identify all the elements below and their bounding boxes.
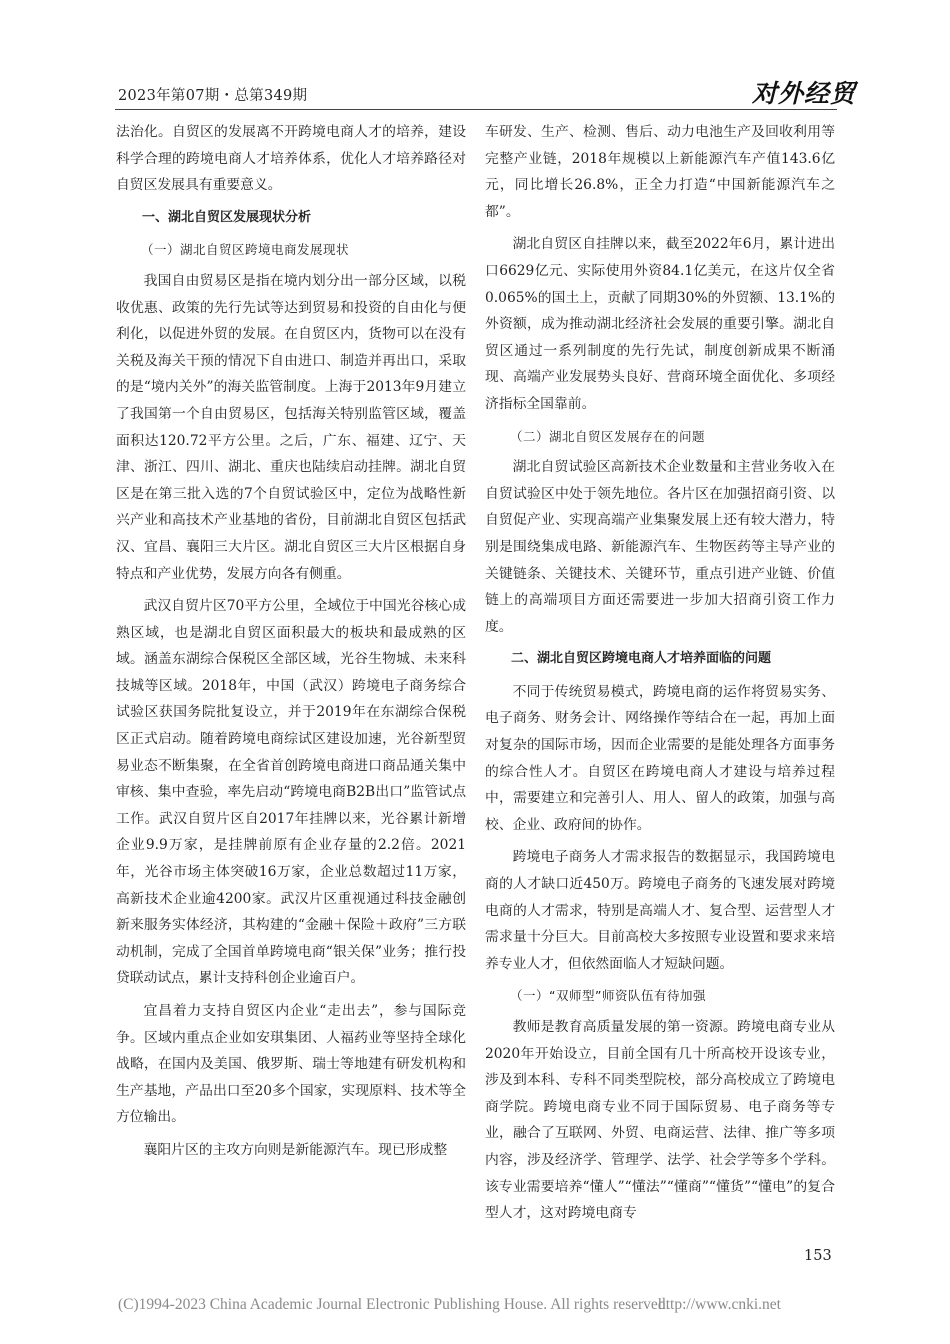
footer: [118, 1296, 838, 1314]
footer-url[interactable]: http://www.cnki.net: [658, 1296, 781, 1313]
page-number: 153: [804, 1248, 832, 1264]
issue-info: 2023年第07期・总第349期: [118, 88, 308, 104]
subsection-heading-2-1: （一）“双师型”师资队伍有待加强: [510, 988, 706, 1004]
right-column: [485, 119, 835, 1227]
section-heading-2: 二、湖北自贸区跨境电商人才培养面临的问题: [511, 651, 772, 667]
continued-paragraph: 车研发、生产、检测、售后、动力电池生产及回收利用等完整产业链，2018年规模以上新能源汽车产值143.6亿元，同比增长26.8%，正全力打造“中国新能源汽车之都”。: [485, 124, 835, 220]
paragraph: 跨境电子商务人才需求报告的数据显示，我国跨境电商的人才缺口近450万。跨境电子商务的飞速发展对跨境电商的人才需求，特别是高端人才、复合型、运营型人才需求量十分巨大。目前高校大多按照专业设置和要求来培养专业人才，但依然面临人才短缺问题。: [485, 849, 835, 972]
paragraph: 武汉自贸片区70平方公里，全域位于中国光谷核心成熟区域，也是湖北自贸区面积最大的板块和最成熟的区域。涵盖东湖综合保税区全部区域，光谷生物城、未来科技城等区域。2018年，中国（武汉）跨境电子商务综合试验区获国务院批复设立，并于2019年在东湖综合保税区正式启动。随着跨境电商综试区建设加速，光谷新型贸易业态不断集聚，在全省首创跨境电商进口商品通关集中审核、集中查验，率先启动“跨境电商B2B出口”监管试点工作。武汉自贸片区自2017年挂牌以来，光谷累计新增企业9.9万家，是挂牌前原有企业存量的2.2倍。2021年，光谷市场主体突破16万家，企业总数超过11万家，高新技术企业逾4200家。武汉片区重视通过科技金融创新来服务实体经济，其构建的“金融＋保险＋政府”三方联动机制，完成了全国首单跨境电商“银关保”业务；推行投贷联动试点，累计支持科创企业逾百户。: [116, 598, 466, 987]
paragraph: 襄阳片区的主攻方向则是新能源汽车。现已形成整: [143, 1141, 448, 1158]
paragraph: 宜昌着力支持自贸区内企业“走出去”，参与国际竞争。区域内重点企业如安琪集团、人福药业等坚持全球化战略，在国内及美国、俄罗斯、瑞士等地建有研发机构和生产基地，产品出口至20多个国家，实现原料、技术等全方位输出。: [116, 1003, 466, 1126]
paragraph: 我国自由贸易区是指在境内划分出一部分区域，以税收优惠、政策的先行先试等达到贸易和投资的自由化与便利化，以促进外贸的发展。在自贸区内，货物可以在没有关税及海关干预的情况下自由进口、制造并再出口，采取的是“境内关外”的海关监管制度。上海于2013年9月建立了我国第一个自由贸易区，包括海关特别监管区域，覆盖面积达120.72平方公里。之后，广东、福建、辽宁、天津、浙江、四川、湖北、重庆也陆续启动挂牌。湖北自贸区是在第三批入选的7个自贸试验区中，定位为战略性新兴产业和高技术产业基地的省份，目前湖北自贸区包括武汉、宜昌、襄阳三大片区。湖北自贸区三大片区根据自身特点和产业优势，发展方向各有侧重。: [116, 272, 466, 582]
subsection-heading-1-1: （一）湖北自贸区跨境电商发展现状: [141, 242, 350, 258]
paragraph: 不同于传统贸易模式，跨境电商的运作将贸易实务、电子商务、财务会计、网络操作等结合在一起，再加上面对复杂的国际市场，因而企业需要的是能处理各方面事务的综合性人才。自贸区在跨境电商人才建设与培养过程中，需要建立和完善引人、用人、留人的政策，加强与高校、企业、政府间的协作。: [485, 683, 835, 833]
header-divider: [115, 109, 837, 110]
paragraph: 教师是教育高质量发展的第一资源。跨境电商专业从2020年开始设立，目前全国有几十所高校开设该专业，涉及到本科、专科不同类型院校，部分高校成立了跨境电商学院。跨境电商专业不同于国际贸易、电子商务等专业，融合了互联网、外贸、电商运营、法律、推广等多项内容，涉及经济学、管理学、法学、社会学等多个学科。该专业需要培养“懂人”“懂法”“懂商”“懂货”“懂电”的复合型人才，这对跨境电商专: [485, 1019, 835, 1222]
subsection-heading-1-2: （二）湖北自贸区发展存在的问题: [510, 428, 706, 444]
copyright-notice: (C)1994-2023 China Academic Journal Electronic Publishing House. All rights reserved.: [118, 1296, 670, 1313]
paragraph: 湖北自贸试验区高新技术企业数量和主营业务收入在自贸试验区中处于领先地位。各片区在加强招商引资、以自贸促产业、实现高端产业集聚发展上还有较大潜力，特别是围绕集成电路、新能源汽车、生物医药等主导产业的关键链条、关键技术、关键环节，重点引进产业链、价值链上的高端项目方面还需要进一步加大招商引资工作力度。: [485, 459, 835, 635]
continued-paragraph: 法治化。自贸区的发展离不开跨境电商人才的培养，建设科学合理的跨境电商人才培养体系，优化人才培养路径对自贸区发展具有重要意义。: [116, 124, 466, 194]
section-heading-1: 一、湖北自贸区发展现状分析: [142, 209, 312, 225]
paragraph: 湖北自贸区自挂牌以来，截至2022年6月，累计进出口6629亿元、实际使用外资84.1亿美元，在这片仅全省0.065%的国土上，贡献了同期30%的外贸额、13.1%的外资额，成为推动湖北经济社会发展的重要引擎。湖北自贸区通过一系列制度的先行先试，制度创新成果不断涌现、高端产业发展势头良好、营商环境全面优化、多项经济指标全国靠前。: [485, 236, 835, 412]
left-column: [116, 119, 466, 1164]
journal-logo: 对外经贸: [752, 79, 857, 108]
